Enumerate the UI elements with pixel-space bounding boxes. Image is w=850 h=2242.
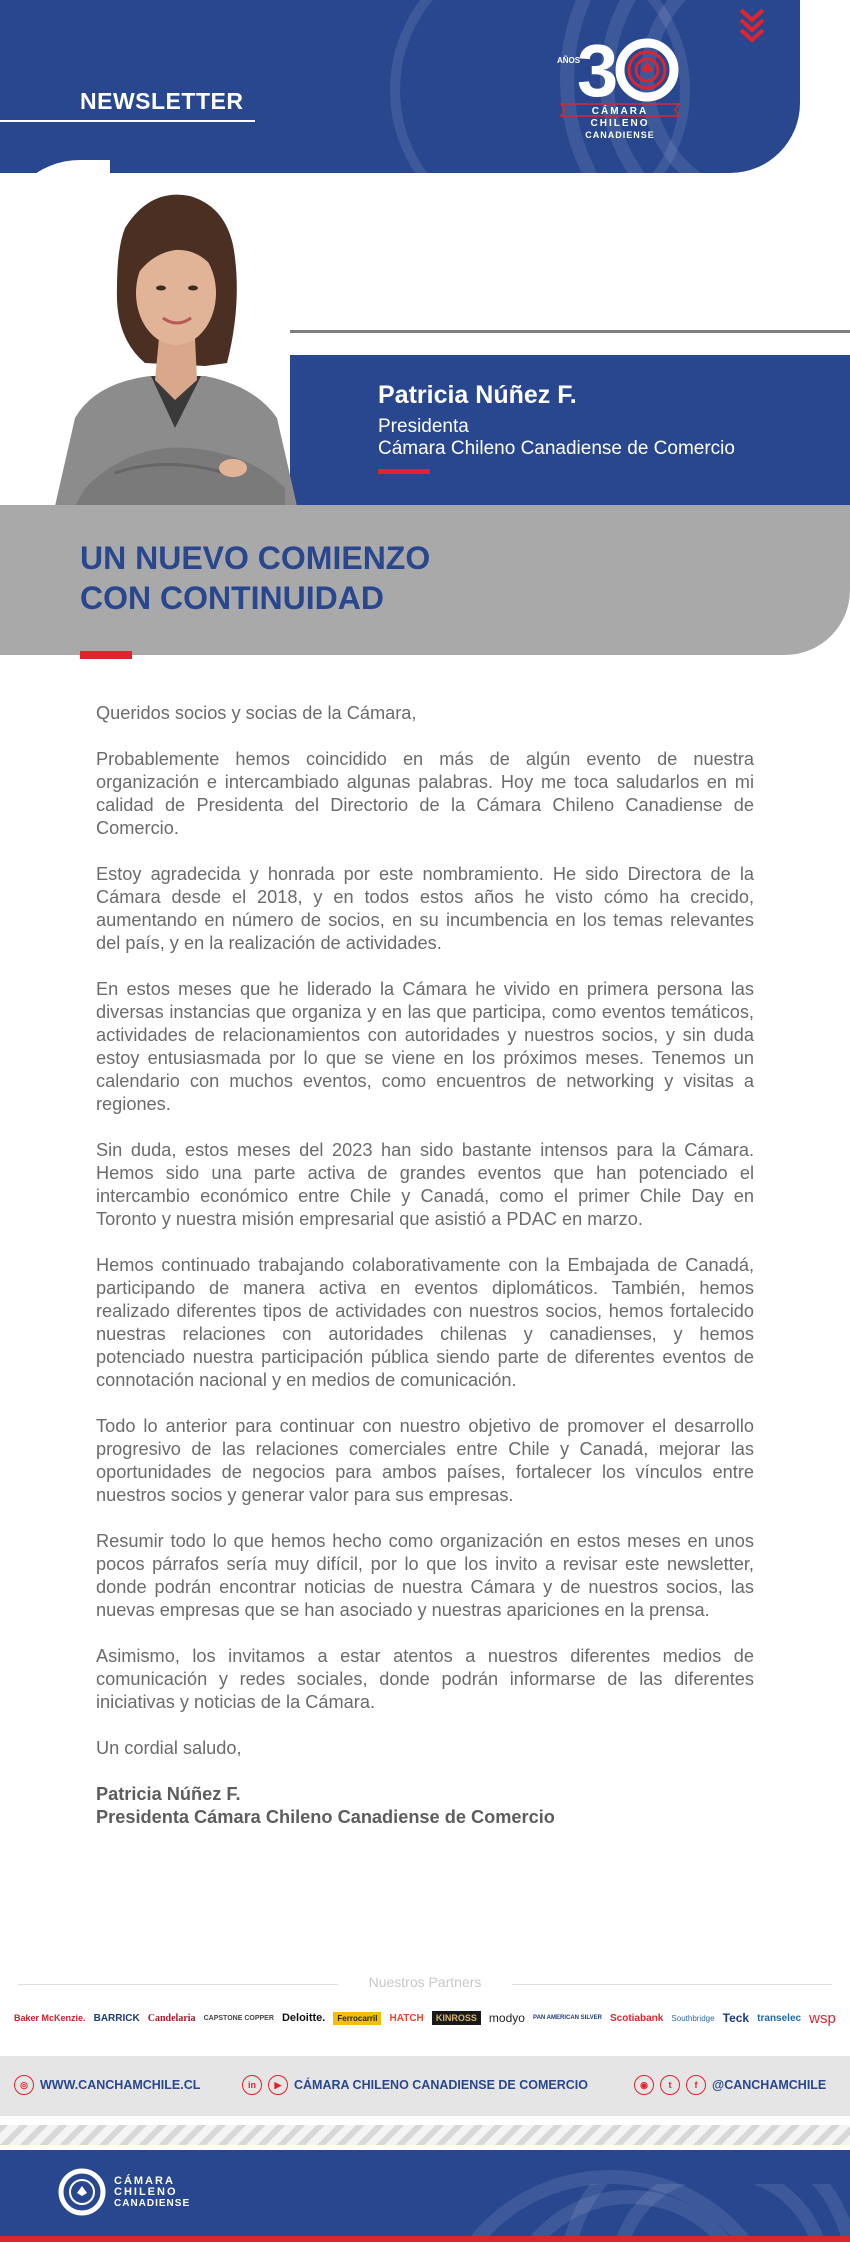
svg-text:3: 3	[577, 29, 619, 112]
paragraph: En estos meses que he liderado la Cámara he vivido en primera persona las diversas instancias que organiza y en las que participa, como eventos temáticos, actividades de relacionamientos con autoridades y nuestros socios, y sin duda estoy entusiasmada por lo que se viene en los próximos meses. Tenemos un calendario con muchos eventos, como encuentros de networking y visitas a regiones.	[96, 979, 754, 1114]
company-name-text[interactable]: CÁMARA CHILENO CANADIENSE DE COMERCIO	[294, 2078, 588, 2092]
paragraph: Todo lo anterior para continuar con nuestro objetivo de promover el desarrollo progresivo de las relaciones comerciales entre Chile y Canadá, mejorar las oportunidades de negocios para ambos países, fortalecer los vínculos entre nuestros socios y generar valor para sus empresas.	[96, 1416, 754, 1505]
partner-logo-barrick[interactable]: BARRICK	[93, 2012, 140, 2024]
footer-logo	[58, 2168, 190, 2216]
website-link[interactable]	[14, 2075, 200, 2095]
camara-30-years-logo	[555, 18, 685, 143]
linkedin-icon[interactable]: in	[242, 2075, 262, 2095]
footer-logo-line: CANADIENSE	[114, 2197, 191, 2209]
svg-text:CÁMARA: CÁMARA	[591, 106, 649, 117]
paragraph: Hemos continuado trabajando colaborativamente con la Embajada de Canadá, participando de manera activa en eventos diplomáticos. También, hemos realizado diferentes tipos de actividades con nuestros socios, hemos fortalecido nuestras relaciones con autoridades chilenas y canadienses, y hemos potenciado nuestra participación pública siendo parte de diferentes eventos de connotación nacional y en medios de comunicación.	[96, 1255, 754, 1390]
signature	[96, 1783, 754, 1829]
footer-logo-line: CHILENO	[114, 2185, 178, 2198]
partner-logo-kinross[interactable]: KINROSS	[432, 2011, 481, 2025]
chevron-down-icon	[737, 6, 767, 46]
partner-logo-hatch[interactable]: HATCH	[389, 2012, 424, 2024]
website-text: WWW.CANCHAMCHILE.CL	[40, 2078, 201, 2092]
closing: Un cordial saludo,	[96, 1738, 242, 1758]
twitter-icon[interactable]: t	[660, 2075, 680, 2095]
title-accent-bar	[80, 651, 132, 659]
partner-logo-deloitte[interactable]: Deloitte.	[281, 2012, 326, 2024]
camara-logo-icon	[58, 2168, 106, 2216]
greeting: Queridos socios y socias de la Cámara,	[96, 703, 417, 723]
profile-name: Patricia Núñez F.	[378, 381, 577, 409]
facebook-icon[interactable]: f	[686, 2075, 706, 2095]
article-title-line-1: UN NUEVO COMIENZO	[80, 540, 431, 576]
newsletter-underline	[0, 120, 255, 122]
partner-logo-capstone-copper[interactable]: CAPSTONE COPPER	[203, 2014, 274, 2022]
profile-role: Presidenta	[378, 416, 469, 437]
social-handle-links	[634, 2075, 826, 2095]
newsletter-label: NEWSLETTER	[80, 88, 244, 114]
partner-logo-pan-american-silver[interactable]: PAN AMERICAN SILVER	[533, 2015, 602, 2021]
article-title	[80, 538, 680, 618]
president-photo	[55, 188, 297, 506]
partner-logo-candelaria[interactable]: Candelaria	[147, 2012, 196, 2024]
partner-logo-baker-mckenzie[interactable]: Baker McKenzie.	[14, 2012, 86, 2023]
paragraph: Estoy agradecida y honrada por este nombramiento. He sido Directora de la Cámara desde el 2018, y en todos estos años he visto cómo ha crecido, aumentando en número de socios, en su incumbencia en los temas relevantes del país, y en la realización de actividades.	[96, 864, 754, 953]
striped-divider	[0, 2125, 850, 2145]
signature-name: Patricia Núñez F.	[96, 1784, 241, 1804]
contact-bar	[0, 2056, 850, 2116]
divider-line	[290, 330, 850, 333]
partner-logo-modyo[interactable]: modyo	[488, 2011, 525, 2025]
paragraph: Resumir todo lo que hemos hecho como organización en estos meses en unos pocos párrafos sería muy difícil, por lo que los invito a revisar este newsletter, donde podrán encontrar noticias de nuestra Cámara y de nuestros socios, las nuevas empresas que se han asociado y nuestras apariciones en la prensa.	[96, 1531, 754, 1620]
svg-text:CANADIENSE: CANADIENSE	[585, 130, 655, 140]
partner-logo-ferrocarril[interactable]: Ferrocarril	[333, 2012, 381, 2025]
article-title-line-2: CON CONTINUIDAD	[80, 580, 384, 616]
footer-red-stripe	[0, 2236, 850, 2242]
paragraph: Sin duda, estos meses del 2023 han sido bastante intensos para la Cámara. Hemos sido una parte activa de grandes eventos que han potenciado el intercambio económico entre Chile y Canadá, como el primer Chile Day en Toronto y nuestra misión empresarial que asistió a PDAC en marzo.	[96, 1140, 754, 1229]
partners-logos	[14, 2004, 836, 2032]
partner-logo-scotiabank[interactable]: Scotiabank	[609, 2012, 664, 2024]
profile-organization: Cámara Chileno Canadiense de Comercio	[378, 438, 735, 459]
partners-title: Nuestros Partners	[368, 1974, 482, 1990]
company-social-links	[242, 2075, 588, 2095]
svg-text:CHILENO: CHILENO	[590, 118, 650, 129]
logo-years: AÑOS	[557, 56, 581, 65]
name-band	[290, 355, 850, 505]
name-accent-bar	[378, 469, 430, 474]
footer-logo-line: CÁMARA	[114, 2174, 175, 2187]
signature-title: Presidenta Cámara Chileno Canadiense de Comercio	[96, 1807, 555, 1827]
partner-logo-transelec[interactable]: transelec	[757, 2012, 802, 2024]
partner-logo-wsp[interactable]: wsp	[809, 2009, 836, 2027]
youtube-icon[interactable]: ▶	[268, 2075, 288, 2095]
header	[0, 0, 850, 175]
instagram-icon[interactable]: ◉	[634, 2075, 654, 2095]
partner-logo-southbridge[interactable]: Southbridge	[671, 2013, 715, 2023]
social-handle-text[interactable]: @CANCHAMCHILE	[712, 2078, 827, 2092]
partner-logo-teck[interactable]: Teck	[722, 2011, 750, 2025]
paragraph: Probablemente hemos coincidido en más de algún evento de nuestra organización e intercambiado algunas palabras. Hoy me toca saludarlos en mi calidad de Presidenta del Directorio de la Cámara Chileno Canadiense de Comercio.	[96, 749, 754, 838]
globe-icon: ◎	[14, 2075, 34, 2095]
article-body	[96, 702, 754, 1829]
paragraph: Asimismo, los invitamos a estar atentos a nuestros diferentes medios de comunicación y redes sociales, donde podrán informarse de las diferentes iniciativas y noticias de la Cámara.	[96, 1646, 754, 1712]
